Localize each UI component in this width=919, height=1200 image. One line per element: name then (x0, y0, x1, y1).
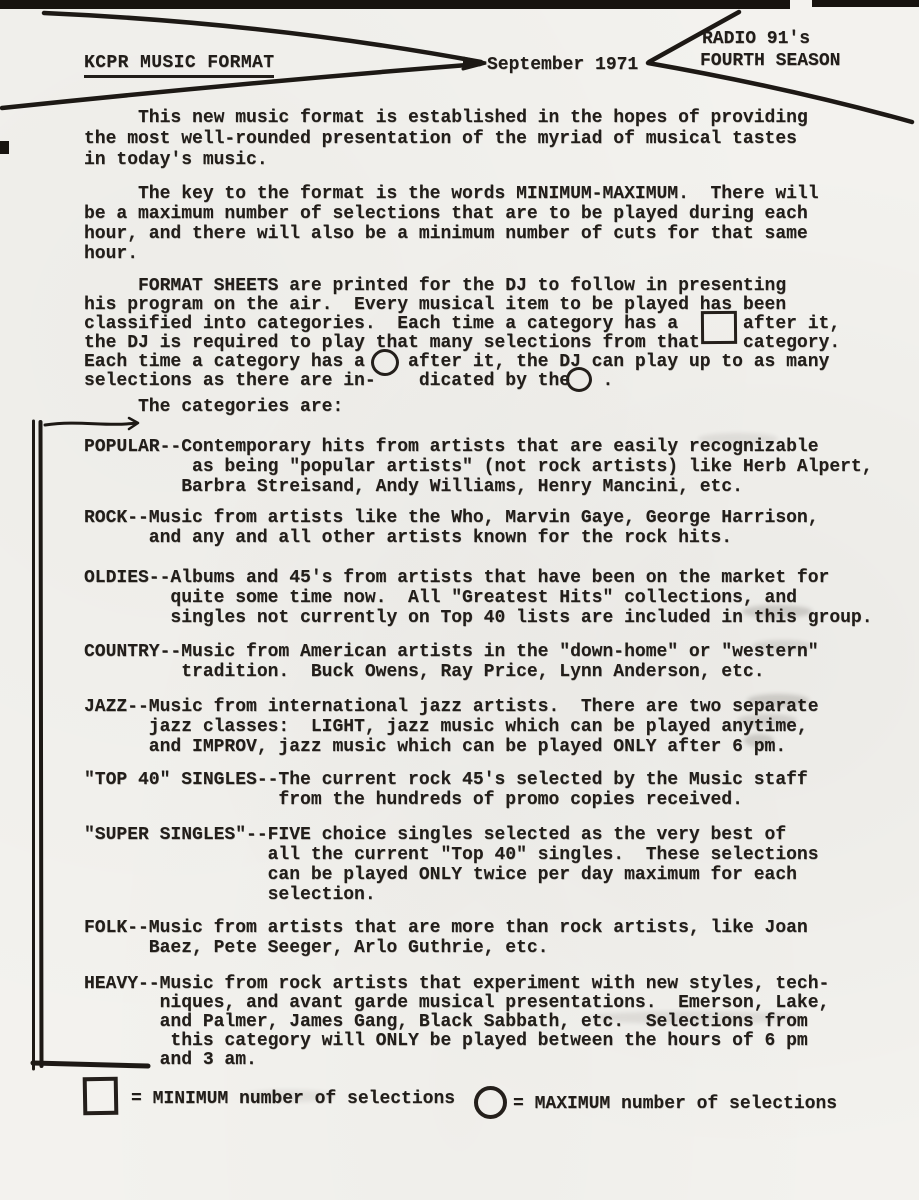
header-season-line1: RADIO 91's (702, 29, 811, 49)
bracket-top-arrowhead (129, 418, 138, 429)
legend-maximum-circle-symbol (474, 1086, 507, 1119)
category-jazz: JAZZ--Music from international jazz artists. There are two separate jazz classes: LIGHT, jazz music which can be played anytime, and IMPROV, jazz music which can be played ONLY after 6 pm. (84, 697, 819, 757)
ink-smudge (752, 640, 812, 652)
ink-smudge (742, 605, 812, 618)
ink-smudge (747, 694, 809, 707)
scan-top-edge (0, 0, 790, 9)
ink-smudge (744, 734, 774, 747)
category-country: COUNTRY--Music from American artists in the "down-home" or "western" tradition. Buck Owens, Ray Price, Lynn Anderson, etc. (84, 642, 819, 682)
legend-maximum-label: = MAXIMUM number of selections (513, 1094, 838, 1114)
maximum-circle-symbol-inline-1 (371, 349, 399, 376)
bracket-top-tick (45, 423, 137, 425)
paragraph-3: FORMAT SHEETS are printed for the DJ to follow in presenting his program on the air. Every musical item to be played has been classified into categories. Each time a category has a after it, the DJ is required to play that many selections from that category. Each time a category has a after it, the DJ can play up to as many selections as there are in- dicated by the . (84, 276, 841, 391)
ink-smudge (698, 433, 778, 445)
category-super-singles: "SUPER SINGLES"--FIVE choice singles selected as the very best of all the current "Top 40" singles. These selections can be played ONLY twice per day maximum for each selection. (84, 825, 819, 905)
scan-edge-speck (0, 141, 9, 154)
legend-minimum-square-symbol (83, 1077, 119, 1116)
categories-lead: The categories are: (84, 397, 344, 417)
bracket-vertical-line-2 (41, 422, 42, 1066)
minimum-box-symbol-inline (701, 311, 737, 344)
ink-smudge (588, 1011, 803, 1024)
paragraph-1: This new music format is established in the hopes of providing the most well-rounded presentation of the myriad of musical tastes in today's music. (84, 108, 808, 170)
page-title: KCPR MUSIC FORMAT (84, 53, 274, 78)
category-rock: ROCK--Music from artists like the Who, Marvin Gaye, George Harrison, and any and all other artists known for the rock hits. (84, 508, 819, 548)
apex-arrowhead (463, 58, 486, 69)
category-heavy: HEAVY--Music from rock artists that experiment with new styles, tech- niques, and avant garde musical presentations. Emerson, Lake, and Palmer, James Gang, Black Sabbath, etc. Selections from this category will ONLY be played between the hours of 6 pm and 3 am. (84, 974, 830, 1070)
category-folk: FOLK--Music from artists that are more than rock artists, like Joan Baez, Pete Seeger, Arlo Guthrie, etc. (84, 918, 808, 958)
header-date: September 1971 (487, 55, 639, 75)
legend-minimum-label: = MINIMUM number of selections (131, 1089, 456, 1109)
category-popular: POPULAR--Contemporary hits from artists that are easily recognizable as being "popular artists" (not rock artists) like Herb Alpert, Barbra Streisand, Andy Williams, Henry Mancini, etc. (84, 437, 873, 497)
ink-smudge (737, 714, 797, 727)
category-top40-singles: "TOP 40" SINGLES--The current rock 45's selected by the Music staff from the hundreds of promo copies received. (84, 770, 808, 810)
ink-smudge (243, 1090, 335, 1102)
scan-top-edge-right (812, 0, 919, 7)
header-season-line2: FOURTH SEASON (700, 51, 841, 71)
paragraph-2: The key to the format is the words MINIMUM-MAXIMUM. There will be a maximum number of selections that are to be played during each hour, and there will also be a minimum number of cuts for that same hour. (84, 184, 819, 264)
maximum-circle-symbol-inline-2 (566, 367, 592, 392)
category-oldies: OLDIES--Albums and 45's from artists that have been on the market for quite some time now. All "Greatest Hits" collections, and singles not currently on Top 40 lists are included in this group. (84, 568, 873, 628)
